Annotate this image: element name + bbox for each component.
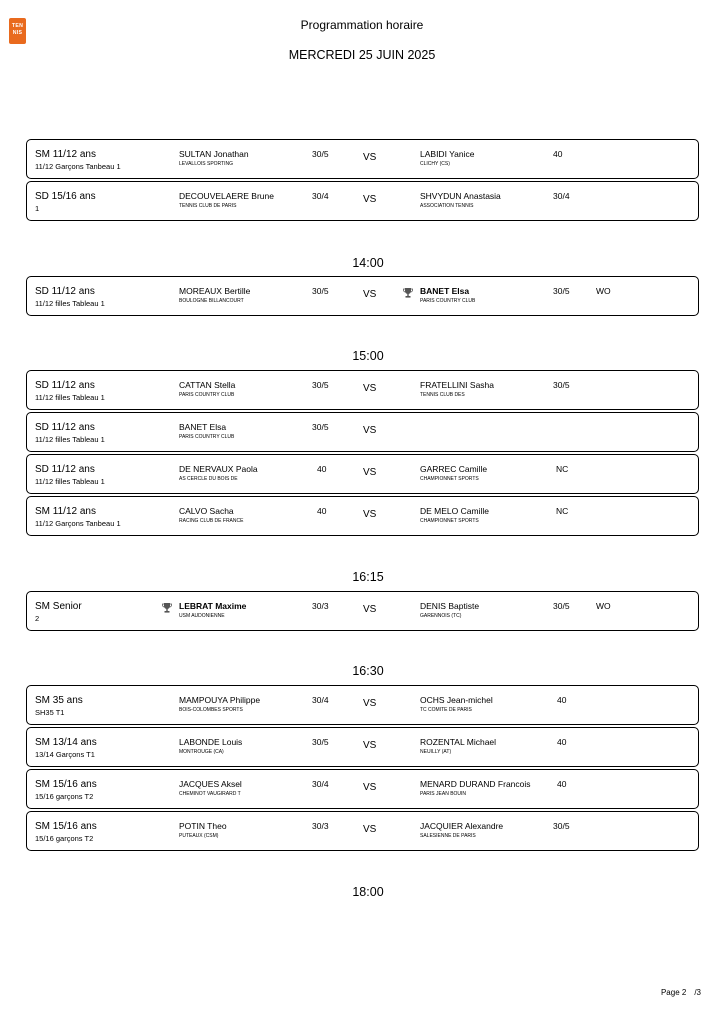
versus-label: VS: [363, 604, 377, 615]
match-category: SD 11/12 ans: [35, 422, 95, 433]
player-1-name: LABONDE Louis: [179, 737, 243, 747]
player-1-club: PARIS COUNTRY CLUB: [179, 434, 235, 440]
match-category: SM 35 ans: [35, 695, 83, 706]
player-2-ranking: NC: [556, 464, 569, 474]
player-1-club: RACING CLUB DE FRANCE: [179, 518, 244, 524]
player-2-ranking: 30/5: [553, 286, 570, 296]
match-row: [26, 685, 699, 725]
match-category: SD 11/12 ans: [35, 464, 95, 475]
match-row: [26, 769, 699, 809]
player-1-name: POTIN Theo: [179, 821, 227, 831]
player-1-club: CHEMINOT VAUGIRARD T: [179, 791, 241, 797]
match-draw: 13/14 Garçons T1: [35, 750, 95, 759]
player-1-club: TENNIS CLUB DE PARIS: [179, 203, 237, 209]
logo-line-2: NIS: [12, 30, 23, 36]
match-row: [26, 276, 699, 316]
player-2-club: CLICHY (CS): [420, 161, 450, 167]
player-1-ranking: 30/5: [312, 422, 329, 432]
player-1-name: CATTAN Stella: [179, 380, 236, 390]
match-row: [26, 727, 699, 767]
player-2-name: JACQUIER Alexandre: [420, 821, 504, 831]
player-2-ranking: 40: [553, 149, 563, 159]
match-row: [26, 412, 699, 452]
page-total: /3: [694, 988, 701, 997]
match-category: SD 11/12 ans: [35, 380, 95, 391]
match-category: SD 11/12 ans: [35, 286, 95, 297]
match-draw: 11/12 filles Tableau 1: [35, 477, 105, 486]
player-1-ranking: 30/4: [312, 191, 329, 201]
player-2-name: BANET Elsa: [420, 286, 470, 296]
player-2-club: ASSOCIATION TENNIS: [420, 203, 474, 209]
versus-label: VS: [363, 824, 377, 835]
trophy-icon: [403, 287, 413, 299]
match-draw: 1: [35, 204, 40, 213]
page-date: MERCREDI 25 JUIN 2025: [288, 48, 436, 62]
player-1-club: BOIS-COLOMBES SPORTS: [179, 707, 243, 713]
player-1-ranking: 30/5: [312, 380, 329, 390]
player-1-name: BANET Elsa: [179, 422, 227, 432]
match-category: SM 11/12 ans: [35, 506, 96, 517]
time-slot-heading: 16:30: [352, 664, 384, 678]
player-1-ranking: 30/5: [312, 149, 329, 159]
player-1-name: DE NERVAUX Paola: [179, 464, 258, 474]
player-2-ranking: 40: [557, 737, 567, 747]
match-draw: 11/12 filles Tableau 1: [35, 393, 105, 402]
player-2-name: ROZENTAL Michael: [420, 737, 497, 747]
player-2-name: LABIDI Yanice: [420, 149, 475, 159]
match-draw: 11/12 Garçons Tanbeau 1: [35, 519, 121, 528]
logo-line-1: TEN: [11, 23, 24, 29]
player-1-name: CALVO Sacha: [179, 506, 234, 516]
player-2-name: GARREC Camille: [420, 464, 488, 474]
player-2-name: SHVYDUN Anastasia: [420, 191, 501, 201]
match-row: [26, 811, 699, 851]
versus-label: VS: [363, 289, 377, 300]
player-2-name: MENARD DURAND Francois: [420, 779, 531, 789]
versus-label: VS: [363, 425, 377, 436]
player-2-name: FRATELLINI Sasha: [420, 380, 495, 390]
match-row: [26, 181, 699, 221]
player-1-ranking: 30/4: [312, 779, 329, 789]
player-1-club: BOULOGNE BILLANCOURT: [179, 298, 244, 304]
player-2-club: NEUILLY (AT): [420, 749, 452, 755]
player-1-name: SULTAN Jonathan: [179, 149, 249, 159]
player-2-club: SALESIENNE DE PARIS: [420, 833, 476, 839]
player-2-ranking: 30/4: [553, 191, 570, 201]
match-draw: 15/16 garçons T2: [35, 834, 94, 843]
match-category: SD 15/16 ans: [35, 191, 96, 202]
player-1-ranking: 30/3: [312, 601, 329, 611]
player-2-name: DE MELO Camille: [420, 506, 489, 516]
match-category: SM 15/16 ans: [35, 779, 97, 790]
page-title: Programmation horaire: [300, 18, 424, 32]
player-1-ranking: 30/3: [312, 821, 329, 831]
player-1-ranking: 30/5: [312, 737, 329, 747]
match-row: [26, 139, 699, 179]
versus-label: VS: [363, 467, 377, 478]
player-1-ranking: 30/4: [312, 695, 329, 705]
time-slot-heading: 16:15: [352, 570, 384, 584]
match-draw: 2: [35, 614, 40, 623]
player-1-name: DECOUVELAERE Brune: [179, 191, 274, 201]
player-1-club: AS CERCLE DU BOIS DE: [179, 476, 238, 482]
player-1-club: MONTROUGE (CA): [179, 749, 224, 755]
player-1-ranking: 30/5: [312, 286, 329, 296]
player-1-club: PARIS COUNTRY CLUB: [179, 392, 235, 398]
match-draw: 15/16 garçons T2: [35, 792, 94, 801]
versus-label: VS: [363, 509, 377, 520]
match-draw: 11/12 filles Tableau 1: [35, 435, 105, 444]
player-1-club: LEVALLOIS SPORTING: [179, 161, 234, 167]
match-category: SM Senior: [35, 601, 82, 612]
match-row: [26, 591, 699, 631]
match-draw: 11/12 Garçons Tanbeau 1: [35, 162, 121, 171]
match-row: [26, 496, 699, 536]
player-2-ranking: 40: [557, 779, 567, 789]
match-row: [26, 370, 699, 410]
player-2-name: DENIS Baptiste: [420, 601, 480, 611]
player-1-ranking: 40: [317, 464, 327, 474]
player-1-name: JACQUES Aksel: [179, 779, 242, 789]
page-footer: [661, 988, 701, 997]
match-status: WO: [596, 286, 611, 296]
versus-label: VS: [363, 698, 377, 709]
match-draw: SH35 T1: [35, 708, 65, 717]
trophy-icon: [162, 602, 172, 614]
time-slot-heading: 18:00: [352, 885, 384, 899]
player-2-ranking: 30/5: [553, 821, 570, 831]
player-2-club: PARIS COUNTRY CLUB: [420, 298, 476, 304]
player-2-name: OCHS Jean-michel: [420, 695, 493, 705]
versus-label: VS: [363, 152, 377, 163]
player-1-club: USM AUDONIENNE: [179, 613, 225, 619]
player-2-ranking: 30/5: [553, 601, 570, 611]
page-number: Page 2: [660, 988, 687, 997]
player-1-name: MOREAUX Bertille: [179, 286, 251, 296]
match-status: WO: [596, 601, 611, 611]
player-2-ranking: 30/5: [553, 380, 570, 390]
player-2-ranking: NC: [556, 506, 569, 516]
versus-label: VS: [363, 782, 377, 793]
match-category: SM 13/14 ans: [35, 737, 97, 748]
player-2-club: GARENNOIS (TC): [420, 613, 462, 619]
player-1-name: MAMPOUYA Philippe: [179, 695, 261, 705]
versus-label: VS: [363, 194, 377, 205]
versus-label: VS: [363, 740, 377, 751]
match-category: SM 15/16 ans: [35, 821, 97, 832]
match-row: [26, 454, 699, 494]
player-2-club: TC COMITE DE PARIS: [420, 707, 472, 713]
versus-label: VS: [363, 383, 377, 394]
match-category: SM 11/12 ans: [35, 149, 96, 160]
player-2-club: CHAMPIONNET SPORTS: [420, 476, 479, 482]
player-1-club: PUTEAUX (CSM): [179, 833, 219, 839]
player-2-club: CHAMPIONNET SPORTS: [420, 518, 479, 524]
player-2-club: TENNIS CLUB DES: [420, 392, 465, 398]
player-1-ranking: 40: [317, 506, 327, 516]
match-draw: 11/12 filles Tableau 1: [35, 299, 105, 308]
player-2-club: PARIS JEAN BOUIN: [420, 791, 467, 797]
player-1-name: LEBRAT Maxime: [179, 601, 247, 611]
time-slot-heading: 14:00: [352, 256, 384, 270]
player-2-ranking: 40: [557, 695, 567, 705]
time-slot-heading: 15:00: [352, 349, 384, 363]
